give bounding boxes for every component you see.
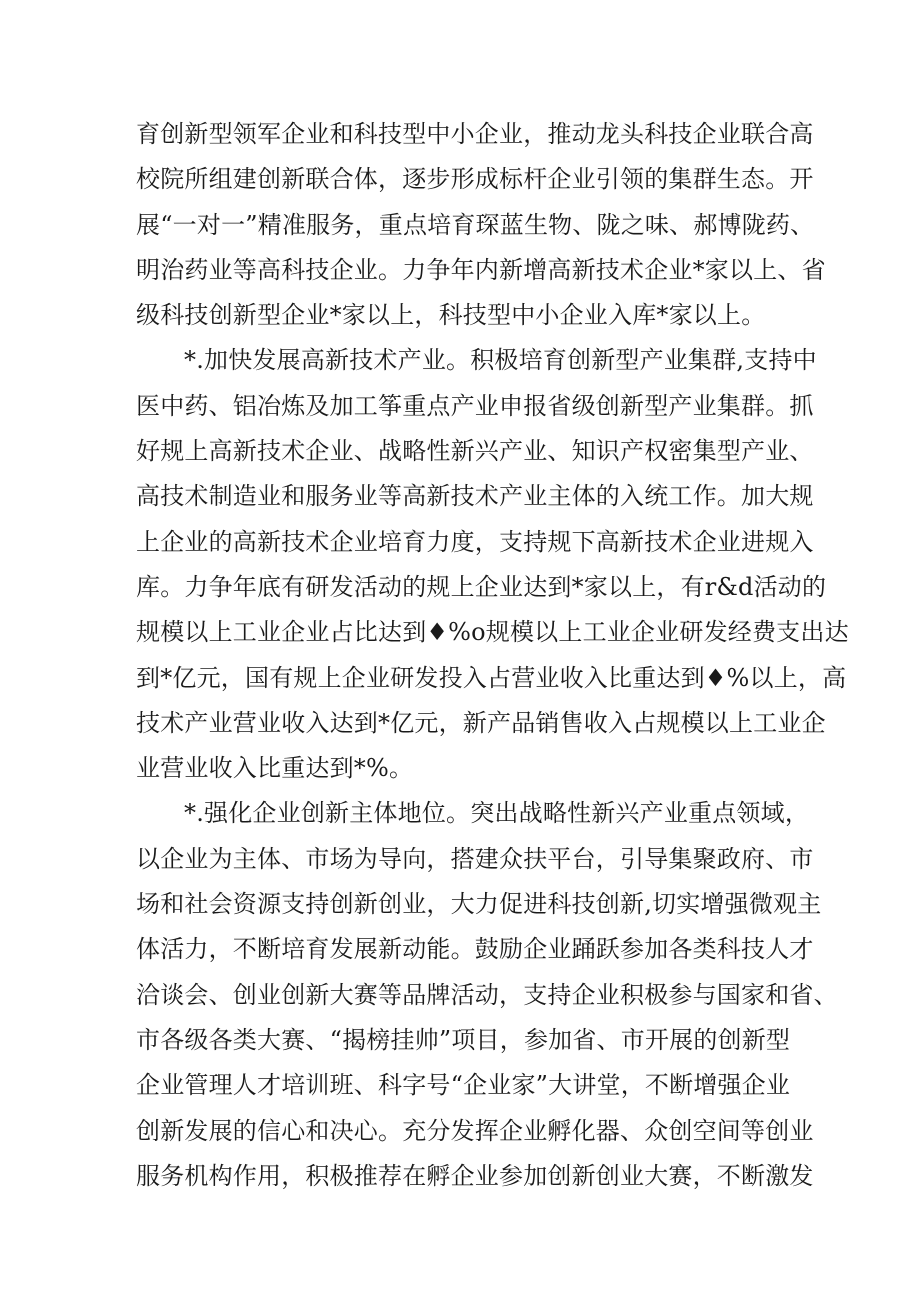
text-line: 技术产业营业收入达到*亿元，新产品销售收入占规模以上工业企 [136, 708, 826, 737]
paragraph-1 [136, 112, 826, 338]
paragraph-2 [136, 338, 849, 791]
text-line: 规模以上工业企业占比达到♦%o规模以上工业企业研发经费支出达 [136, 618, 849, 647]
paragraph-3 [136, 791, 838, 1199]
text-line: 上企业的高新技术企业培育力度，支持规下高新技术企业进规入 [136, 527, 814, 556]
text-line: 高技术制造业和服务业等高新技术产业主体的入统工作。加大规 [136, 482, 814, 511]
text-line: 库。力争年底有研发活动的规上企业达到*家以上，有r&d活动的 [136, 572, 827, 601]
text-line: 洽谈会、创业创新大赛等品牌活动，支持企业积极参与国家和省、 [136, 980, 838, 1009]
text-line: 创新发展的信心和决心。充分发挥企业孵化器、众创空间等创业 [136, 1116, 814, 1145]
text-line: 到*亿元，国有规上企业研发投入占营业收入比重达到♦%以上，高 [136, 663, 847, 692]
text-line: 展“一对一”精准服务，重点培育琛蓝生物、陇之味、郝博陇药、 [136, 210, 815, 239]
text-line: 好规上高新技术企业、战略性新兴产业、知识产权密集型产业、 [136, 437, 814, 466]
document-body [136, 112, 849, 1199]
text-line: 育创新型领军企业和科技型中小企业，推动龙头科技企业联合高 [136, 120, 814, 148]
text-line: 明治药业等高科技企业。力争年内新增高新技术企业*家以上、省 [136, 255, 826, 284]
text-line: 企业管理人才培训班、科字号“企业家”大讲堂，不断增强企业 [136, 1071, 791, 1100]
text-line-first: *.加快发展高新技术产业。积极培育创新型产业集群,支持中 [184, 346, 817, 375]
text-line: 医中药、铝冶炼及加工筝重点产业申报省级创新型产业集群。抓 [136, 391, 814, 420]
text-line: 校院所组建创新联合体，逐步形成标杆企业引领的集群生态。开 [136, 165, 814, 194]
text-line: 以企业为主体、市场为导向，搭建众扶平台，引导集聚政府、市 [136, 844, 814, 873]
text-line: 体活力，不断培育发展新动能。鼓励企业踊跃参加各类科技人才 [136, 935, 814, 964]
text-line: 市各级各类大赛、“揭榜挂帅”项目，参加省、市开展的创新型 [136, 1025, 791, 1054]
text-line: 场和社会资源支持创新创业，大力促进科技创新,切实增强微观主 [136, 890, 822, 919]
text-line: 级科技创新型企业*家以上，科技型中小企业入库*家以上。 [136, 301, 766, 330]
text-line: 业营业收入比重达到*%。 [136, 754, 414, 783]
text-line: 服务机构作用，积极推荐在孵企业参加创新创业大赛，不断激发 [136, 1161, 814, 1190]
text-line-first: *.强化企业创新主体地位。突出战略性新兴产业重点领域， [184, 799, 810, 828]
